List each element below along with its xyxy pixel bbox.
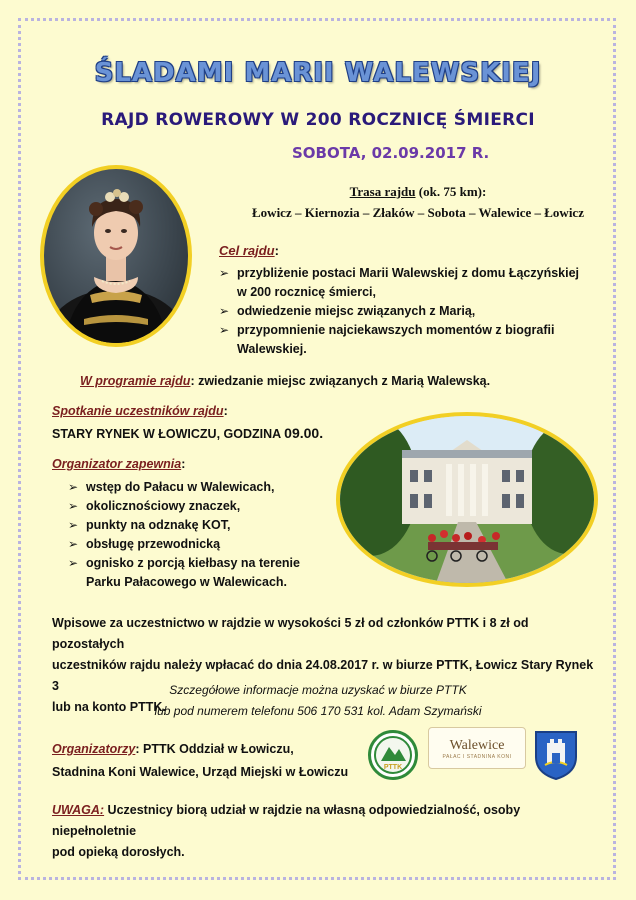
list-item [68,478,338,497]
list-item-text: obsługę przewodnicką [86,537,221,551]
goals-list [219,264,609,359]
page-subtitle: RAJD ROWEROWY W 200 ROCZNICĘ ŚMIERCI [101,110,535,130]
list-item [219,264,609,302]
walewice-logo-text: Walewice [449,738,505,753]
info-line: Szczegółowe informacje można uzyskać w biurze PTTK [169,683,467,697]
fee-line: lub na konto PTTK. [52,700,166,714]
meeting-place-text: STARY RYNEK W ŁOWICZU, GODZINA [52,427,285,441]
notice-paragraph [52,800,602,863]
list-item-text: przybliżenie postaci Marii Walewskiej z domu Łączyńskiej [237,266,580,280]
page-title: ŚLADAMI MARII WALEWSKIEJ [94,58,542,88]
list-item-text: odwiedzenie miejsc związanych z Marią, [237,304,476,318]
meeting-colon: : [223,404,228,418]
provides-list [68,478,338,592]
meeting-label: Spotkanie uczestników rajdu [52,404,224,418]
pttk-logo-text: PTTK [383,764,403,771]
list-item [219,321,609,359]
notice-label: UWAGA: [52,803,105,817]
pttk-logo-icon [371,733,415,777]
arrow-bullet-icon: ➢ [219,323,230,337]
program-line [80,374,490,388]
list-item-text: w 200 rocznicę śmierci, [237,285,376,299]
route-distance: (ok. 75 km): [418,184,487,199]
list-item-text: punkty na odznakę KOT, [86,518,231,532]
coat-of-arms-icon [533,729,579,781]
walewice-logo-subtext: PAŁAC I STADNINA KONI [442,754,512,760]
organizers-label: Organizatorzy [52,742,136,756]
arrow-bullet-icon: ➢ [68,480,79,494]
meeting-place [52,425,323,441]
organizers-block [52,738,348,784]
provides-label: Organizator zapewnia [52,457,182,471]
portrait-illustration [44,169,188,343]
event-date: SOBOTA, 02.09.2017 R. [292,144,490,162]
arrow-bullet-icon: ➢ [68,537,79,551]
goals-label: Cel rajdu [219,243,275,258]
organizers-line: Stadnina Koni Walewice, Urząd Miejski w Łowiczu [52,765,349,779]
route-label: Trasa rajdu [349,184,416,199]
notice-line: pod opieką dorosłych. [52,845,185,859]
list-item [68,535,338,554]
provides-heading [52,457,185,471]
arrow-bullet-icon: ➢ [219,266,230,280]
arrow-bullet-icon: ➢ [68,518,79,532]
info-paragraph [0,680,636,722]
notice-line: Uczestnicy biorą udział w rajdzie na własną odpowiedzialność, osoby niepełnoletnie [52,803,521,838]
list-item [68,516,338,535]
route-heading [228,184,608,200]
arrow-bullet-icon: ➢ [68,499,79,513]
meeting-heading [52,404,228,418]
list-item [219,302,609,321]
list-item-text: przypomnienie najciekawszych momentów z biografii [237,323,555,337]
info-line: lub pod numerem telefonu 506 170 531 kol. Adam Szymański [154,704,482,718]
portrait-image [40,165,192,347]
list-item-text: ognisko z porcją kiełbasy na terenie [86,556,300,570]
program-label: W programie rajdu [80,374,191,388]
list-item-text: Walewskiej. [237,342,307,356]
palace-illustration [340,416,594,583]
fee-line: uczestników rajdu należy wpłacać do dnia 24.08.2017 r. w biurze PTTK, Łowicz Stary Rynek 3 [52,658,594,693]
list-item-text: wstęp do Pałacu w Walewicach, [86,480,275,494]
provides-colon: : [181,457,186,471]
palace-image [336,412,598,587]
walewice-logo [428,727,526,769]
pttk-logo [368,730,418,780]
list-item [68,554,338,592]
goals-heading [219,243,279,258]
list-item [68,497,338,516]
route-stops: Łowicz – Kiernozia – Złaków – Sobota – Walewice – Łowicz [252,205,584,220]
lowicz-coat-of-arms [533,729,579,781]
arrow-bullet-icon: ➢ [68,556,79,570]
organizers-line: : PTTK Oddział w Łowiczu, [135,742,294,756]
list-item-text: okolicznościowy znaczek, [86,499,241,513]
program-text: : zwiedzanie miejsc związanych z Marią Walewską. [190,374,491,388]
arrow-bullet-icon: ➢ [219,304,230,318]
list-item-text: Parku Pałacowego w Walewicach. [86,575,288,589]
meeting-time: 09.00. [284,425,324,441]
goals-colon: : [274,243,279,258]
fee-line: Wpisowe za uczestnictwo w rajdzie w wysokości 5 zł od członków PTTK i 8 zł od pozostałych [52,616,529,651]
